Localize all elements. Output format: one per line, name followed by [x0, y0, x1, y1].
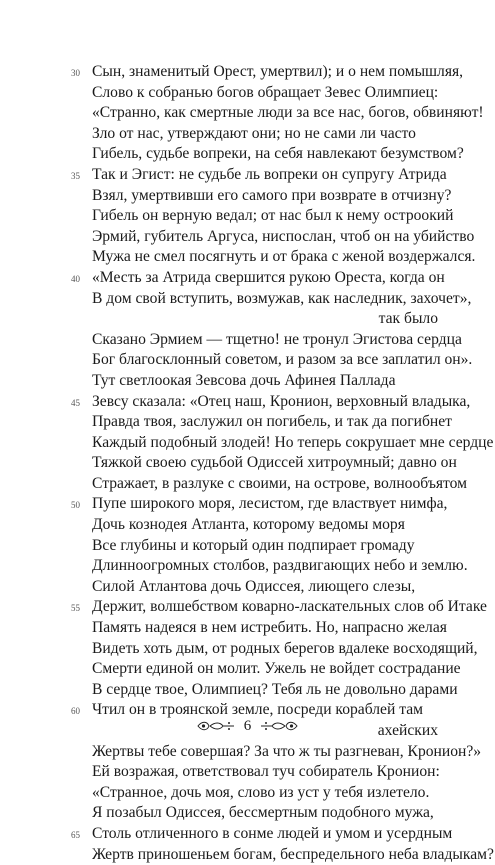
- line-text: Стражает, в разлуке с своими, на острове, волнообъятом: [92, 474, 468, 492]
- poem-line: [0, 392, 495, 413]
- line-number: 55: [71, 603, 80, 614]
- line-text: Длинноогромных столбов, раздвигающих небо и землю.: [92, 557, 468, 575]
- poem-line: [0, 515, 495, 536]
- poem-line: [0, 268, 495, 289]
- poem-line: [0, 144, 495, 165]
- line-text: Взял, умертвивши его самого при возврате в отчизну?: [92, 186, 452, 204]
- poem-line: [0, 433, 495, 454]
- line-text: Бог благосклонный советом, и разом за все заплатил он».: [92, 351, 473, 369]
- line-text: Гибель он верную ведал; от нас был к нему остроокий: [92, 207, 454, 225]
- line-number: 65: [71, 829, 80, 840]
- line-number: 60: [71, 706, 80, 717]
- poem-line: [0, 227, 495, 248]
- poem-line: [0, 165, 495, 186]
- floral-ornament-left-icon: [196, 719, 236, 733]
- page-footer: [0, 714, 495, 738]
- poem-line: [0, 536, 495, 557]
- poem-line: [0, 803, 495, 824]
- line-text: Память надеяся в нем истребить. Но, напрасно желая: [92, 619, 447, 637]
- poem-line: [0, 412, 495, 433]
- line-text: Зло от нас, утверждают они; но не сами ли часто: [92, 124, 416, 142]
- line-number: 30: [71, 68, 80, 78]
- line-text: Видеть хоть дым, от родных берегов вдалеке восходящий,: [92, 639, 478, 657]
- poem-line: [0, 330, 495, 351]
- poem-line: [0, 83, 495, 104]
- line-text: «Месть за Атрида свершится рукою Ореста, когда он: [92, 268, 445, 286]
- poem-line: [0, 762, 495, 783]
- poem-line: [0, 350, 495, 371]
- poem-line: [0, 783, 495, 804]
- poem-line: [0, 577, 495, 598]
- line-text: ахейских: [377, 722, 438, 739]
- poem-line: [0, 618, 495, 639]
- poem-line: [0, 309, 495, 330]
- poem-line: [0, 247, 495, 268]
- line-text: Мужа не смел посягнуть и от брака с женой воздержался.: [92, 248, 476, 266]
- line-text: В сердце твое, Олимпиец? Тебя ль не довольно дарами: [92, 680, 458, 698]
- line-text: Тяжкой своею судьбой Одиссей хитроумный; давно он: [92, 454, 457, 472]
- floral-ornament-right-icon: [259, 719, 299, 733]
- line-text: «Странно, как смертные люди за все нас, богов, обвиняют!: [92, 104, 484, 122]
- line-text: Дочь кознодея Атланта, которому ведомы моря: [92, 516, 405, 534]
- line-text: Правда твоя, заслужил он погибель, и так да погибнет: [92, 413, 452, 431]
- line-text: Жертв приношеньем богам, беспредельного неба владыкам?: [92, 845, 494, 863]
- poem-line: [0, 289, 495, 310]
- poem-line: [0, 474, 495, 495]
- line-text: Пупе широкого моря, лесистом, где властвует нимфа,: [92, 495, 448, 513]
- line-text: Эрмий, губитель Аргуса, ниспослан, чтоб он на убийство: [92, 227, 475, 245]
- line-text: Зевсу сказала: «Отец наш, Кронион, верховный владыка,: [92, 392, 471, 410]
- line-text: Слово к собранью богов обращает Зевес Олимпиец:: [92, 83, 439, 101]
- line-text: Так и Эгист: не судьбе ль вопреки он супругу Атрида: [92, 165, 447, 183]
- poem-line: [0, 62, 495, 83]
- poem-line: [0, 124, 495, 145]
- line-number: 40: [71, 273, 80, 284]
- line-text: Жертвы тебе совершая? За что ж ты разгневан, Кронион?»: [92, 742, 482, 760]
- line-text: Чтил он в троянской земле, посреди кораблей там: [92, 701, 424, 719]
- poem-line: [0, 824, 495, 845]
- line-text: Сын, знаменитый Орест, умертвил); и о нем помышляя,: [92, 63, 464, 80]
- line-text: так было: [378, 310, 438, 328]
- line-text: Все глубины и который один подпирает громаду: [92, 536, 415, 554]
- poem-line: [0, 659, 495, 680]
- line-text: Ей возражая, ответствовал туч собиратель Кронион:: [92, 763, 440, 781]
- poem-line: [0, 453, 495, 474]
- line-text: В дом свой вступить, возмужав, как наследник, захочет»,: [92, 289, 472, 307]
- line-text: Сказано Эрмием — тщетно! не тронул Эгистова сердца: [92, 330, 462, 348]
- line-text: Смерти единой он молит. Ужель не войдет сострадание: [92, 660, 461, 678]
- line-number: 35: [71, 170, 80, 181]
- line-number: 50: [71, 500, 80, 511]
- poem-line: [0, 639, 495, 660]
- poem-line: [0, 103, 495, 124]
- page-number: 6: [243, 717, 252, 734]
- line-text: Каждый подобный злодей! Но теперь сокрушает мне сердце: [92, 433, 494, 451]
- poem-line: [0, 371, 495, 392]
- poem-line: [0, 680, 495, 701]
- line-text: Силой Атлантова дочь Одиссея, лиющего слезы,: [92, 577, 416, 595]
- poem-line: [0, 556, 495, 577]
- poem-line: [0, 206, 495, 227]
- line-text: Я позабыл Одиссея, бессмертным подобного мужа,: [92, 804, 434, 822]
- line-text: Гибель, судьбе вопреки, на себя навлекают безумством?: [92, 145, 464, 163]
- line-text: Тут светлоокая Зевсова дочь Афинея Паллада: [92, 371, 396, 389]
- poem-text: [0, 62, 495, 865]
- poem-line: [0, 597, 495, 618]
- poem-line: [0, 186, 495, 207]
- line-text: Столь отличенного в сонме людей и умом и усердным: [92, 824, 453, 842]
- line-text: Держит, волшебством коварно-ласкательных слов об Итаке: [92, 598, 487, 616]
- poem-line: [0, 845, 495, 865]
- poem-line: [0, 494, 495, 515]
- line-number: 45: [71, 397, 80, 408]
- poem-line: [0, 742, 495, 763]
- line-text: «Странное, дочь моя, слово из уст у тебя излетело.: [92, 783, 430, 801]
